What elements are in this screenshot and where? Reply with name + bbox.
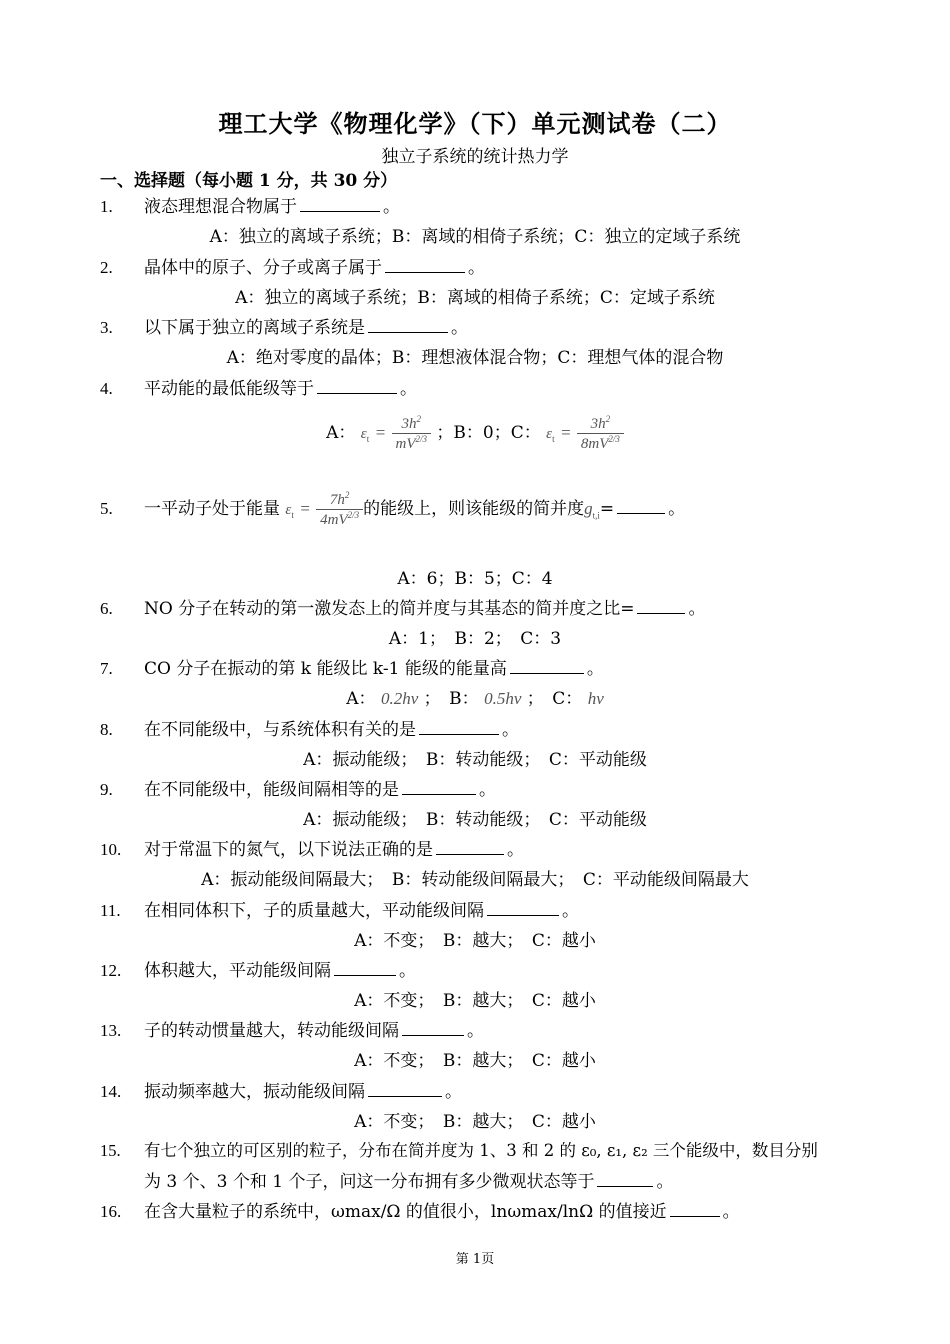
page-subtitle: 独立子系统的统计热力学 xyxy=(381,147,569,167)
section-heading: 一、选择题（每小题 1 分，共 30 分） xyxy=(100,171,398,191)
question-5-options: A：6；B：5；C：4 xyxy=(397,569,553,589)
option-b-c-label: ；B：0；C： xyxy=(436,423,541,443)
question-5: 5. 一平动子处于能量 $\varepsilon_t$ = $\frac{7h^2}{4mV^{2/3}}$ 的能级上，则该能级的简并度$g_{t,i}=$ 。 xyxy=(100,490,686,528)
question-text: 在相同体积下，子的质量越大，平动能级间隔 xyxy=(144,901,484,921)
question-text: 一平动子处于能量 xyxy=(144,499,280,519)
option-a-formula: $\frac{3h^2}{mV^{2/3}}$ xyxy=(392,414,432,453)
question-number: 2. xyxy=(100,258,113,277)
question-end: 。 xyxy=(507,840,524,860)
question-text: 对于常温下的氮气，以下说法正确的是 xyxy=(144,840,433,860)
question-end: 。 xyxy=(399,961,416,981)
answer-blank[interactable] xyxy=(300,195,380,212)
question-13 xyxy=(100,1016,484,1041)
question-end: 。 xyxy=(562,901,579,921)
answer-blank[interactable] xyxy=(597,1170,653,1187)
question-2-options: A：独立的离域子系统；B：离域的相倚子系统；C：定域子系统 xyxy=(235,288,715,308)
question-number: 1. xyxy=(100,197,113,216)
question-text: 在含大量粒子的系统中，ωmax/Ω 的值很小，lnωmax/lnΩ 的值接近 xyxy=(144,1202,667,1222)
question-7 xyxy=(100,654,604,679)
question-1 xyxy=(100,192,400,217)
question-15-continued xyxy=(144,1167,673,1192)
question-text: 子的转动惯量越大，转动能级间隔 xyxy=(144,1021,399,1041)
question-end: 。 xyxy=(383,197,400,217)
answer-blank[interactable] xyxy=(487,899,559,916)
question-number: 13. xyxy=(100,1021,122,1040)
page-footer: 第 1页 xyxy=(455,1252,495,1267)
question-end: 。 xyxy=(479,780,496,800)
answer-blank[interactable] xyxy=(617,497,665,514)
question-number: 14. xyxy=(100,1082,122,1101)
question-number: 5. xyxy=(100,499,113,518)
question-3 xyxy=(100,313,468,338)
question-text: CO 分子在振动的第 k 能级比 k-1 能级的能量高 xyxy=(144,659,507,679)
question-number: 4. xyxy=(100,379,113,398)
question-end: 。 xyxy=(722,1202,740,1222)
answer-blank[interactable] xyxy=(334,959,396,976)
question-number: 8. xyxy=(100,720,113,739)
epsilon-symbol: $\varepsilon_t$ xyxy=(546,426,555,444)
option-c-label: ； C： xyxy=(526,689,583,709)
question-13-options: A：不变； B：越大； C：越小 xyxy=(354,1051,596,1071)
question-end: 。 xyxy=(656,1172,674,1192)
question-end: 。 xyxy=(586,659,604,679)
answer-blank[interactable] xyxy=(670,1200,720,1217)
question-text: 有七个独立的可区别的粒子，分布在简并度为 1、3 和 2 的 ε₀, ε₁, ε₂ 三个能级中，数目分别 xyxy=(144,1141,818,1160)
question-end: 。 xyxy=(468,258,485,278)
question-10 xyxy=(100,835,524,860)
equals-sign: = xyxy=(599,499,615,519)
option-a-value: 0.2hν xyxy=(380,689,419,708)
question-11-options: A：不变； B：越大； C：越小 xyxy=(354,931,596,951)
question-text: NO 分子在转动的第一激发态上的简并度与其基态的简并度之比= xyxy=(144,599,635,619)
question-text: 振动频率越大，振动能级间隔 xyxy=(144,1082,365,1102)
option-b-label: ； B： xyxy=(423,689,479,709)
answer-blank[interactable] xyxy=(419,718,499,735)
question-11 xyxy=(100,896,579,921)
question-9 xyxy=(100,775,496,800)
option-c-formula: $\frac{3h^2}{8mV^{2/3}}$ xyxy=(577,414,624,453)
page-title: 理工大学《物理化学》（下）单元测试卷（二） xyxy=(218,109,732,138)
answer-blank[interactable] xyxy=(402,1019,464,1036)
answer-blank[interactable] xyxy=(368,1080,442,1097)
question-8-options: A：振动能级； B：转动能级； C：平动能级 xyxy=(303,750,647,770)
question-4-options: A： $\varepsilon_t$ = $\frac{3h^2}{mV^{2/3}}$ ；B：0；C： $\varepsilon_t$ = $\frac{3h^2}{8mV^{2/3}}$ xyxy=(0,414,950,453)
question-text: 在不同能级中，与系统体积有关的是 xyxy=(144,720,416,740)
question-text: 平动能的最低能级等于 xyxy=(144,379,314,399)
degeneracy-symbol: $g_{t,i}$ xyxy=(584,499,600,521)
question-number: 9. xyxy=(100,780,113,799)
question-text: 液态理想混合物属于 xyxy=(144,197,297,217)
question-number: 15. xyxy=(100,1141,121,1160)
question-text: 晶体中的原子、分子或离子属于 xyxy=(144,258,382,278)
question-16 xyxy=(100,1197,740,1222)
question-text-2: 为 3 个、3 个和 1 个子，问这一分布拥有多少微观状态等于 xyxy=(144,1172,595,1192)
question-end: 。 xyxy=(668,499,686,519)
question-end: 。 xyxy=(400,379,417,399)
answer-blank[interactable] xyxy=(317,377,397,394)
question-4 xyxy=(100,374,417,399)
question-6-options: A：1； B：2； C：3 xyxy=(388,629,562,649)
question-1-options: A：独立的离域子系统；B：离域的相倚子系统；C：独立的定域子系统 xyxy=(209,227,741,247)
question-9-options: A：振动能级； B：转动能级； C：平动能级 xyxy=(303,810,647,830)
question-14-options: A：不变； B：越大； C：越小 xyxy=(354,1112,596,1132)
energy-formula: $\frac{7h^2}{4mV^{2/3}}$ xyxy=(316,490,363,529)
question-8 xyxy=(100,715,519,740)
answer-blank[interactable] xyxy=(402,778,476,795)
answer-blank[interactable] xyxy=(510,657,584,674)
answer-blank[interactable] xyxy=(385,256,465,273)
question-12 xyxy=(100,956,416,981)
answer-blank[interactable] xyxy=(436,838,504,855)
epsilon-symbol: $\varepsilon_t$ xyxy=(360,426,370,444)
question-end: 。 xyxy=(502,720,519,740)
question-number: 7. xyxy=(100,659,113,678)
question-number: 6. xyxy=(100,599,113,618)
option-b-value: 0.5hν xyxy=(484,689,522,708)
option-a-label: A： xyxy=(326,423,356,443)
question-2 xyxy=(100,253,485,278)
question-end: 。 xyxy=(467,1021,484,1041)
question-text-2: 的能级上，则该能级的简并度 xyxy=(363,499,585,519)
question-end: 。 xyxy=(451,318,468,338)
question-15 xyxy=(100,1137,818,1161)
question-text: 在不同能级中，能级间隔相等的是 xyxy=(144,780,399,800)
epsilon-symbol: $\varepsilon_t$ xyxy=(285,502,294,520)
question-3-options: A：绝对零度的晶体；B：理想液体混合物；C：理想气体的混合物 xyxy=(226,348,724,368)
question-number: 11. xyxy=(100,901,121,920)
option-a-label: A： xyxy=(346,689,376,709)
question-14 xyxy=(100,1077,462,1102)
question-number: 3. xyxy=(100,318,113,337)
question-end: 。 xyxy=(688,599,706,619)
question-7-options xyxy=(0,684,950,709)
question-text: 体积越大，平动能级间隔 xyxy=(144,961,331,981)
question-6 xyxy=(100,594,705,619)
question-12-options: A：不变； B：越大； C：越小 xyxy=(354,991,596,1011)
question-number: 12. xyxy=(100,961,122,980)
question-10-options: A：振动能级间隔最大； B：转动能级间隔最大； C：平动能级间隔最大 xyxy=(201,870,749,890)
answer-blank[interactable] xyxy=(368,316,448,333)
question-end: 。 xyxy=(445,1082,462,1102)
question-text: 以下属于独立的离域子系统是 xyxy=(144,318,365,338)
option-c-value: hν xyxy=(587,689,604,708)
question-number: 10. xyxy=(100,840,122,859)
question-number: 16. xyxy=(100,1202,122,1221)
answer-blank[interactable] xyxy=(637,597,685,614)
